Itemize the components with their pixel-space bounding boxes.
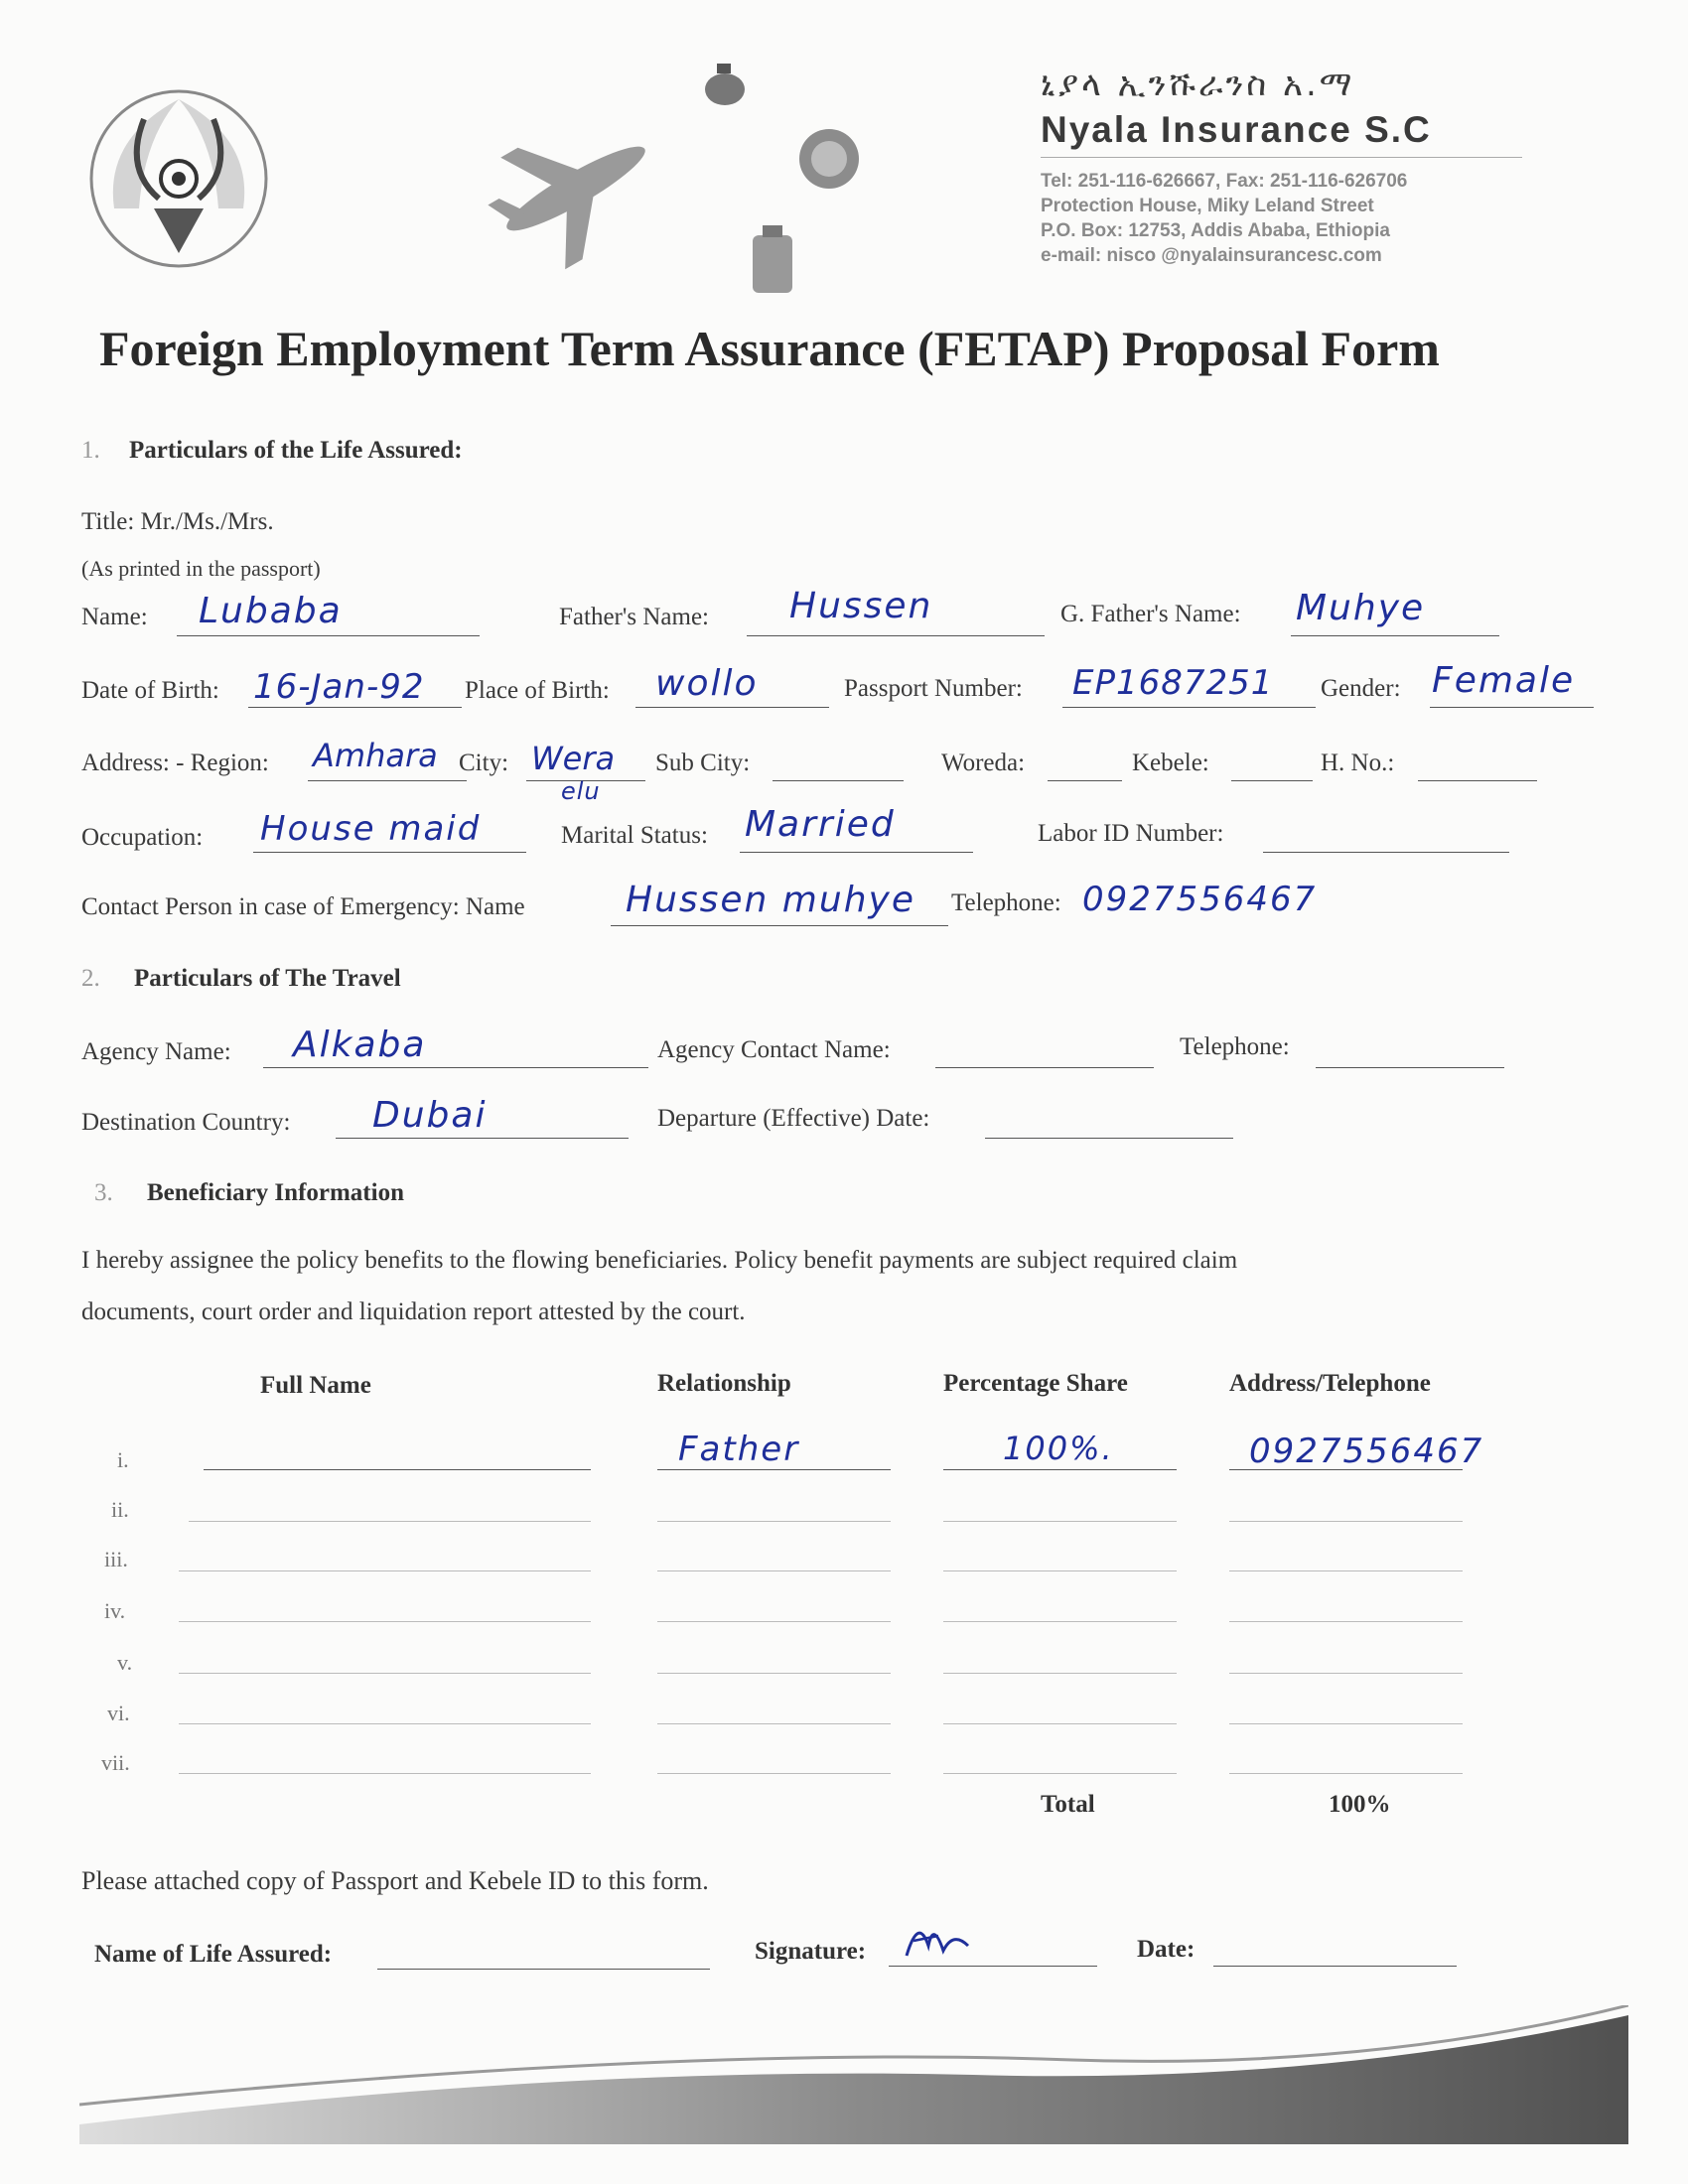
row-name-line[interactable] [189,1521,591,1522]
marital-line [740,852,973,853]
title-label: Title: Mr./Ms./Mrs. [81,508,274,535]
pob-label: Place of Birth: [465,677,610,704]
dob-line [248,707,462,708]
row-address-line[interactable] [1229,1723,1463,1724]
total-value: 100% [1329,1791,1391,1818]
life-assured-name-line[interactable] [377,1969,710,1970]
destination-line [336,1138,629,1139]
woreda-label: Woreda: [941,750,1026,776]
passport-value[interactable]: EP1687251 [1072,663,1274,703]
gfather-value[interactable]: Muhye [1296,588,1426,628]
agency-contact-line [935,1067,1154,1068]
dob-value[interactable]: 16-Jan-92 [253,667,425,707]
teapot-icon [695,58,755,112]
row-share-line[interactable] [943,1773,1177,1774]
date-line[interactable] [1213,1966,1457,1967]
bottle-icon [745,223,799,298]
row-number: i. [117,1447,129,1472]
header-divider [1041,157,1522,158]
company-contact [1041,169,1407,268]
hno-line [1418,780,1537,781]
address-label: Address: - Region: [81,750,269,776]
marital-label: Marital Status: [561,822,708,849]
section1-number: 1. [81,437,100,464]
gender-label: Gender: [1321,675,1401,702]
contact-email: e-mail: nisco @nyalainsurancesc.com [1041,245,1382,266]
gfather-label: G. Father's Name: [1060,601,1241,627]
form-title: Foreign Employment Term Assurance (FETAP) Proposal Form [99,321,1440,376]
date-label: Date: [1137,1936,1196,1963]
row-relationship[interactable]: Father [678,1430,800,1469]
pob-value[interactable]: wollo [655,663,759,704]
passport-line [1062,707,1316,708]
row-address-line[interactable] [1229,1621,1463,1622]
row-share-line[interactable] [943,1570,1177,1571]
destination-value[interactable]: Dubai [372,1095,488,1136]
row-name-line[interactable] [204,1469,591,1470]
contact-person-line [611,925,948,926]
father-line [747,635,1045,636]
labor-id-label: Labor ID Number: [1038,820,1224,847]
name-value[interactable]: Lubaba [199,591,343,631]
row-address-line[interactable] [1229,1673,1463,1674]
marital-value[interactable]: Married [745,804,896,845]
agency-name-value[interactable]: Alkaba [293,1024,427,1065]
row-relationship-line[interactable] [657,1570,891,1571]
row-name-line[interactable] [179,1621,591,1622]
subcity-line [773,780,904,781]
row-address-line[interactable] [1229,1773,1463,1774]
row-relationship-line[interactable] [657,1773,891,1774]
section3-number: 3. [94,1179,113,1206]
agency-telephone-line [1316,1067,1504,1068]
col-address-telephone: Address/Telephone [1229,1370,1431,1397]
agency-name-line [263,1067,648,1068]
father-value[interactable]: Hussen [789,586,933,626]
row-share-line[interactable] [943,1673,1177,1674]
row-name-line[interactable] [179,1570,591,1571]
gender-value[interactable]: Female [1432,660,1576,701]
contact-pobox: P.O. Box: 12753, Addis Ababa, Ethiopia [1041,220,1390,241]
departure-line [985,1138,1233,1139]
row-relationship-line[interactable] [657,1521,891,1522]
company-name-amharic: ኒያላ ኢንሹራንስ አ.ማ [1041,65,1355,104]
globe-icon [794,124,864,194]
row-relationship-line[interactable] [657,1723,891,1724]
col-relationship: Relationship [657,1370,791,1397]
agency-contact-label: Agency Contact Name: [657,1036,891,1063]
row-relationship-line[interactable] [657,1469,891,1470]
labor-id-line [1263,852,1509,853]
hno-label: H. No.: [1321,750,1395,776]
life-assured-name-label: Name of Life Assured: [94,1941,333,1968]
kebele-label: Kebele: [1132,750,1209,776]
dob-label: Date of Birth: [81,677,219,704]
row-number: iv. [104,1598,126,1623]
total-label: Total [1041,1791,1095,1818]
row-address-line[interactable] [1229,1570,1463,1571]
region-value[interactable]: Amhara [313,737,438,774]
pob-line [635,707,829,708]
beneficiary-paragraph-1: I hereby assignee the policy benefits to the flowing beneficiaries. Policy benefit payments are subject required claim [81,1247,1238,1274]
row-share[interactable]: 100%. [1003,1430,1114,1467]
section1-title: Particulars of the Life Assured: [129,437,463,464]
contact-address: Protection House, Miky Leland Street [1041,196,1374,216]
row-relationship-line[interactable] [657,1673,891,1674]
departure-label: Departure (Effective) Date: [657,1105,930,1132]
woreda-line [1048,780,1122,781]
gender-line [1430,707,1594,708]
signature-line[interactable] [889,1966,1097,1967]
company-logo [84,79,273,278]
row-name-line[interactable] [179,1673,591,1674]
contact-telephone-value[interactable]: 0927556467 [1082,880,1318,919]
company-name: Nyala Insurance S.C [1041,109,1432,150]
contact-telephone-label: Telephone: [951,889,1061,916]
region-line [308,780,467,781]
row-address-line[interactable] [1229,1521,1463,1522]
col-full-name: Full Name [260,1372,371,1399]
row-relationship-line[interactable] [657,1621,891,1622]
contact-person-value[interactable]: Hussen muhye [626,880,915,920]
gfather-line [1291,635,1499,636]
row-number: vii. [101,1750,130,1775]
signature-label: Signature: [755,1938,867,1965]
footer-wave [79,2005,1628,2144]
col-percentage-share: Percentage Share [943,1370,1128,1397]
row-number: iii. [104,1547,128,1571]
occupation-line [253,852,526,853]
signature-mark [899,1911,978,1966]
city-label: City: [459,750,509,776]
section2-number: 2. [81,965,100,992]
destination-label: Destination Country: [81,1109,291,1136]
row-number: ii. [111,1497,129,1522]
airplane-icon [487,104,665,273]
subcity-label: Sub City: [655,750,751,776]
kebele-line [1231,780,1313,781]
row-number: vi. [107,1701,130,1725]
row-share-line[interactable] [943,1621,1177,1622]
passport-note: (As printed in the passport) [81,556,321,581]
row-share-line[interactable] [943,1723,1177,1724]
agency-name-label: Agency Name: [81,1038,231,1065]
occupation-label: Occupation: [81,824,204,851]
row-share-line[interactable] [943,1469,1177,1470]
name-label: Name: [81,604,148,630]
father-label: Father's Name: [559,604,709,630]
row-name-line[interactable] [179,1723,591,1724]
attach-note: Please attached copy of Passport and Kebele ID to this form. [81,1866,709,1895]
section3-title: Beneficiary Information [147,1179,404,1206]
beneficiary-paragraph-2: documents, court order and liquidation report attested by the court. [81,1298,746,1325]
name-line [177,635,480,636]
occupation-value[interactable]: House maid [260,809,482,849]
passport-label: Passport Number: [844,675,1023,702]
city-value[interactable]: Wera [531,740,616,777]
section2-title: Particulars of The Travel [134,965,401,992]
contact-tel: Tel: 251-116-626667, Fax: 251-116-626706 [1041,171,1408,192]
row-name-line[interactable] [179,1773,591,1774]
row-share-line[interactable] [943,1521,1177,1522]
row-number: v. [117,1650,133,1675]
contact-person-label: Contact Person in case of Emergency: Name [81,893,525,920]
city-value-continued[interactable]: elu [561,777,601,805]
agency-telephone-label: Telephone: [1180,1033,1290,1060]
row-address[interactable]: 0927556467 [1249,1432,1484,1471]
